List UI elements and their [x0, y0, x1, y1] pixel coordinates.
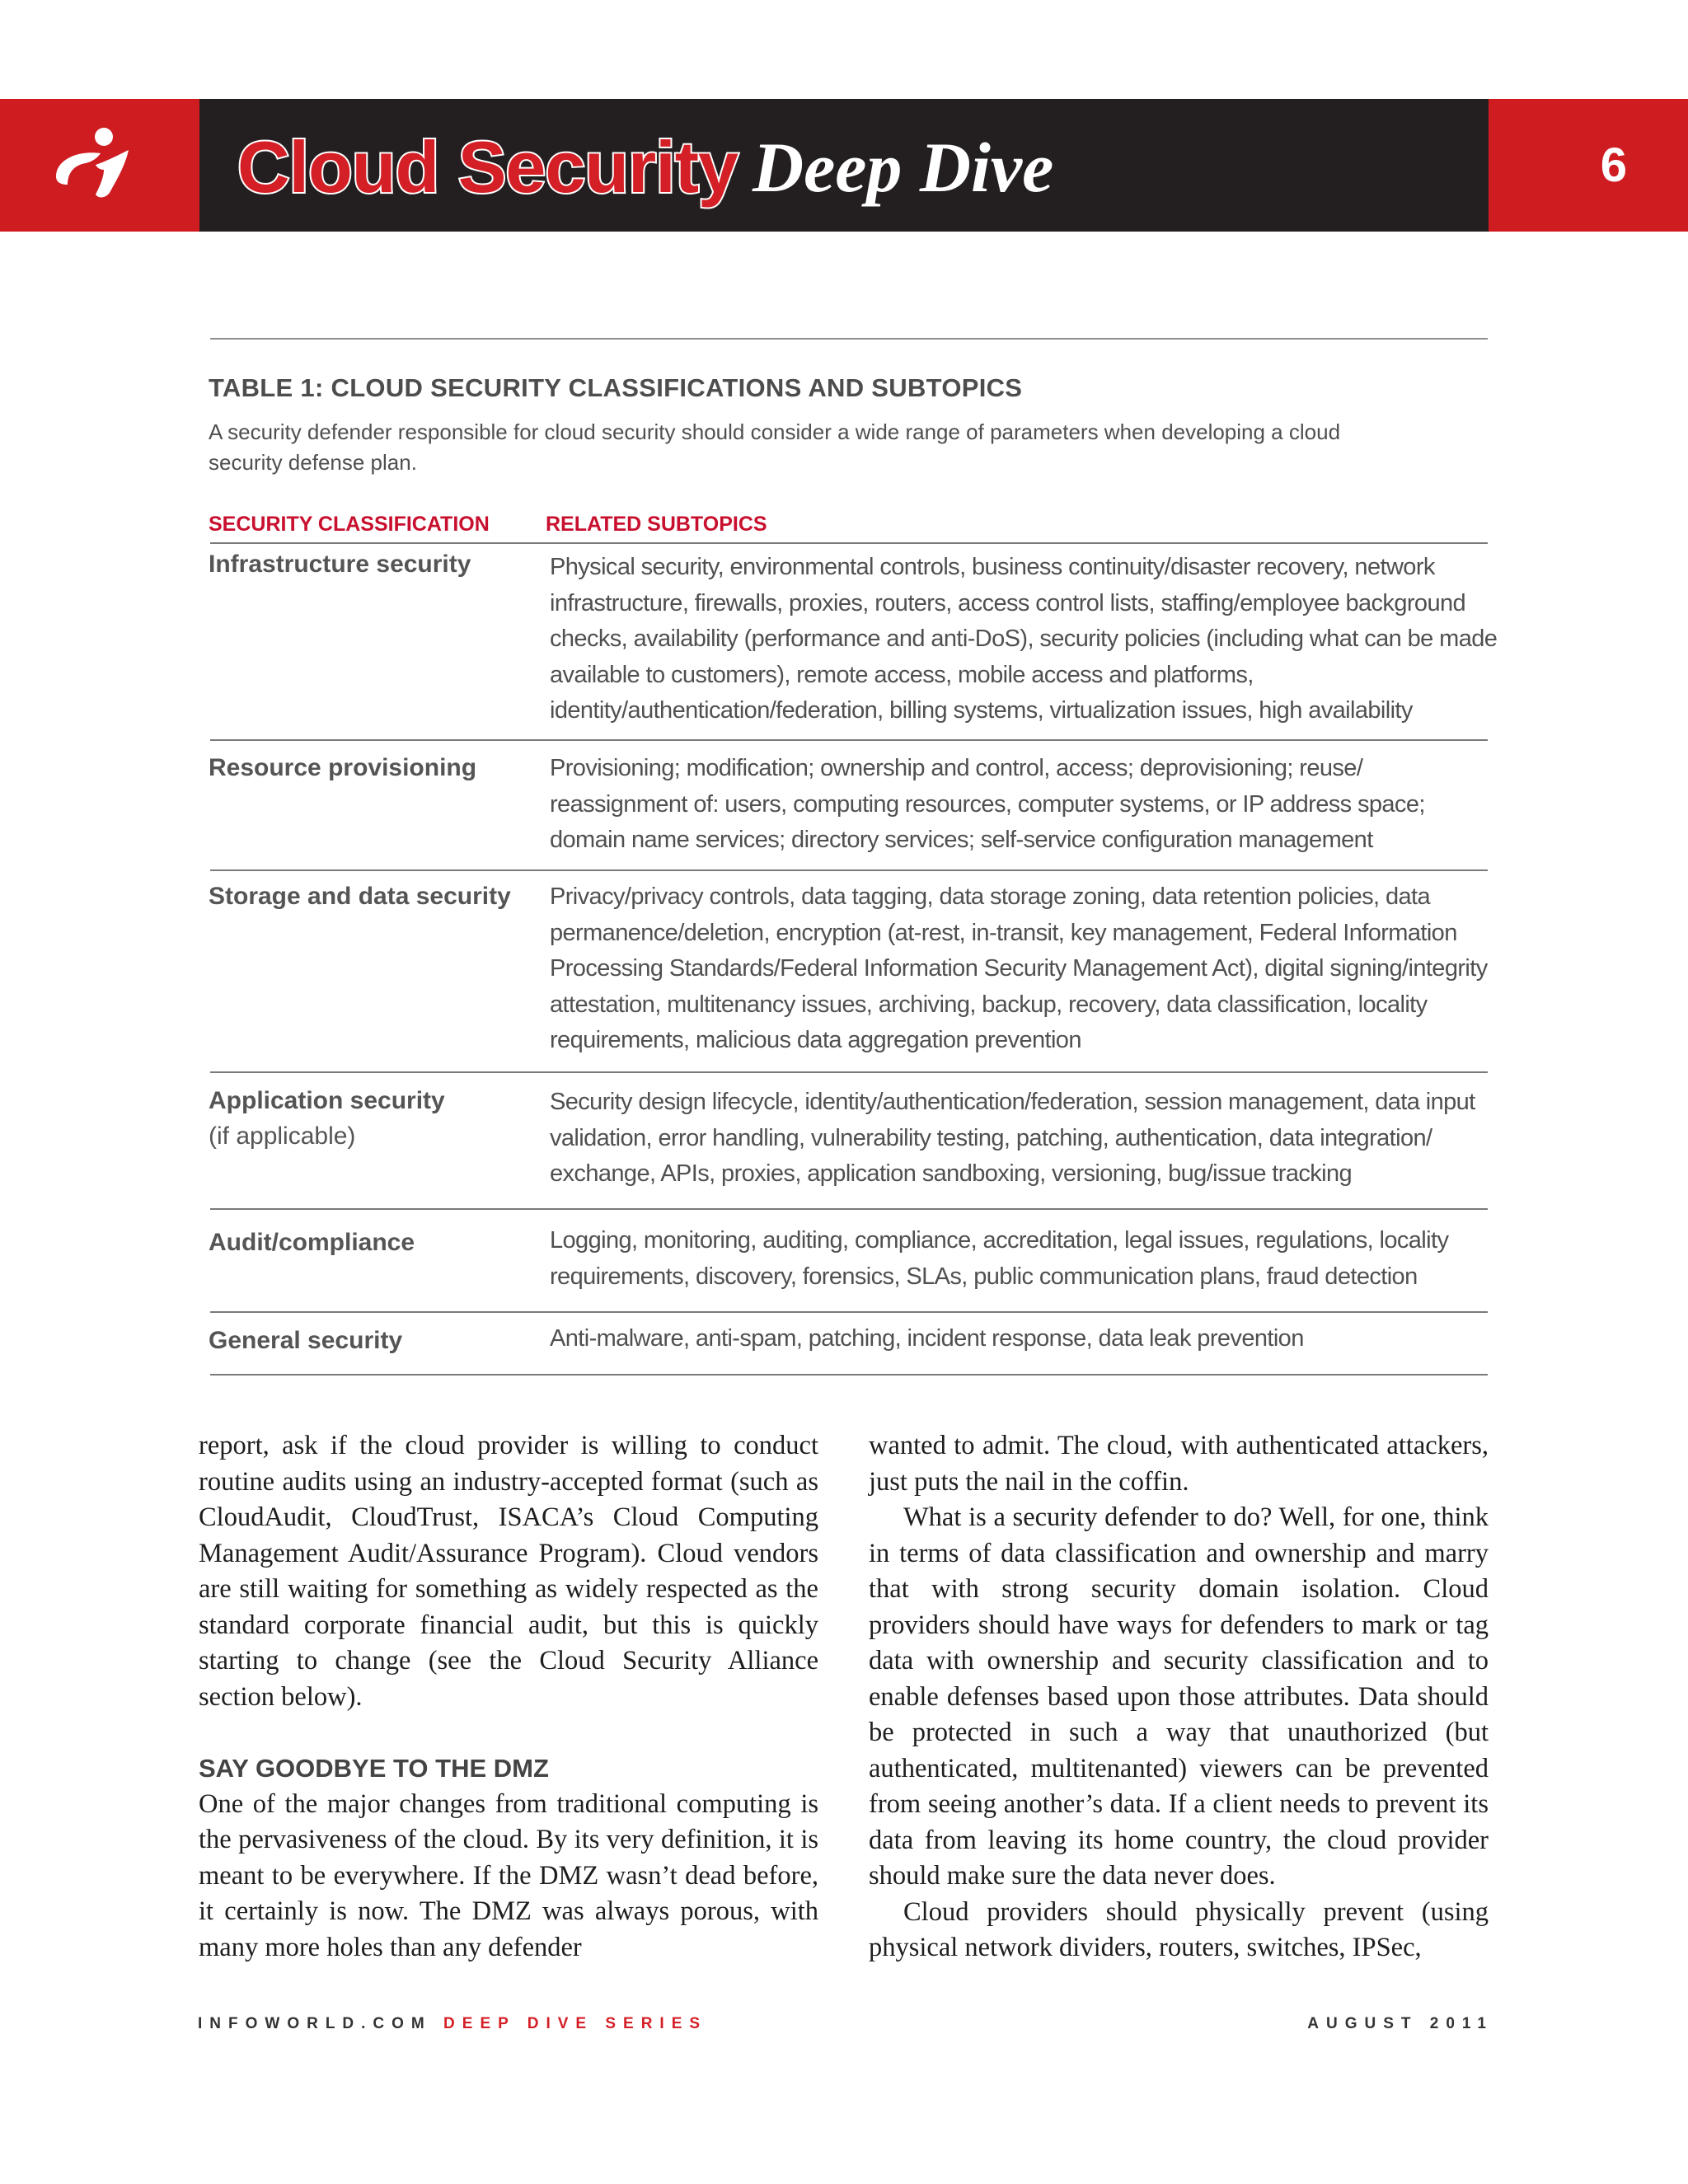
row-divider [210, 869, 1488, 871]
table-bottom-rule [210, 1374, 1488, 1376]
page-number: 6 [1600, 138, 1627, 192]
row-classification-note: (if applicable) [209, 1122, 356, 1150]
row-subtopics: Physical security, environmental controls, business continuity/disaster recovery, network infrastructure, firewalls, proxies, routers, access control lists, staffing/employee background checks, availability (performance and anti-DoS), security policies (including what can be made available to customers), remote access, mobile access and platforms, identity/authentication/federation, billing systems, virtualization issues, high availability [550, 554, 1498, 724]
row-subtopics: Privacy/privacy controls, data tagging, data storage zoning, data retention policies, data permanence/deletion, encryption (at-rest, in-transit, key management, Federal Information Processing Standards/Federal Information Security Management Act), digital signing/integrity attestation, multitenancy issues, archiving, backup, recovery, data classification, locality requirements, malicious data aggregation prevention [550, 883, 1488, 1053]
article-paragraph: One of the major changes from traditional computing is the pervasiveness of the cloud. By its very definition, it is meant to be everywhere. If the DMZ wasn’t dead before, it certainly is now. The DMZ was always porous, with many more holes than any defender [199, 1788, 818, 1962]
title-deep-dive: Deep Dive [752, 128, 1054, 207]
row-divider [210, 739, 1488, 741]
column-header-classification: SECURITY CLASSIFICATION [209, 513, 490, 536]
row-subtopics: Provisioning; modification; ownership and control, access; deprovisioning; reuse/ reassignment of: users, computing resources, computer systems, or IP address space; domain name services; directory services; self-service configuration management [550, 755, 1425, 853]
table-top-rule [210, 338, 1488, 340]
row-classification: Infrastructure security [209, 551, 471, 578]
column-header-subtopics: RELATED SUBTOPICS [546, 513, 767, 536]
row-divider [210, 1208, 1488, 1210]
table-title: TABLE 1: CLOUD SECURITY CLASSIFICATIONS AND SUBTOPICS [209, 373, 1023, 402]
footer-series: DEEP DIVE SERIES [443, 2015, 708, 2032]
footer-site [198, 2015, 707, 2033]
row-classification: Resource provisioning [209, 754, 477, 781]
row-subtopics: Logging, monitoring, auditing, compliance, accreditation, legal issues, regulations, locality requirements, discovery, forensics, SLAs, public communication plans, fraud detection [550, 1227, 1449, 1290]
row-divider [210, 1071, 1488, 1073]
row-classification: Audit/compliance [209, 1229, 415, 1256]
title-cloud-security: Cloud Security [237, 126, 738, 208]
article-paragraph: wanted to admit. The cloud, with authenticated attackers, just puts the nail in the coffin. [869, 1431, 1489, 1497]
row-subtopics: Anti-malware, anti-spam, patching, incident response, data leak prevention [550, 1325, 1304, 1352]
article-paragraph: Cloud providers should physically prevent (using physical network dividers, routers, switches, IPSec, [869, 1896, 1489, 1962]
article-column-right [869, 1428, 1489, 1966]
footer-site-name: INFOWORLD.COM [198, 2015, 432, 2032]
row-classification: Application security [209, 1087, 445, 1114]
row-classification: Storage and data security [209, 883, 511, 910]
infoworld-logo-icon [49, 125, 140, 204]
publication-title [237, 114, 1053, 221]
row-subtopics: Security design lifecycle, identity/authentication/federation, session management, data input validation, error handling, vulnerability testing, patching, authentication, data integration/ exchange, APIs, proxies, application sandboxing, versioning, bug/issue tracking [550, 1089, 1475, 1187]
article-paragraph: What is a security defender to do? Well, for one, think in terms of data classification and ownership and marry that with strong security domain isolation. Cloud providers should have ways for defenders to mark or tag data with ownership and security classification and to enable defenses based upon those attributes. Data should be protected in such a way that unauthorized (but authenticated, multitenanted) viewers can be prevented from seeing another’s data. If a client needs to prevent its data from leaving its home country, the cloud provider should make sure the data never does. [869, 1502, 1489, 1891]
section-heading: SAY GOODBYE TO THE DMZ [199, 1754, 549, 1783]
row-classification: General security [209, 1327, 403, 1354]
footer-date: AUGUST 2011 [1307, 2015, 1493, 2032]
table-description: A security defender responsible for cloud security should consider a wide range of parameters when developing a cloud security defense plan. [209, 419, 1341, 475]
row-classification-group [209, 1083, 445, 1154]
header-rule [210, 542, 1488, 544]
article-paragraph: report, ask if the cloud provider is willing to conduct routine audits using an industry-accepted format (such as CloudAudit, CloudTrust, ISACA’s Cloud Computing Management Audit/Assurance Program). Cloud vendors are still waiting for something as widely respected as the standard corporate financial audit, but this is quickly starting to change (see the Cloud Security Alliance section below). [199, 1431, 818, 1712]
article-column-left [199, 1428, 818, 1966]
row-divider [210, 1311, 1488, 1313]
